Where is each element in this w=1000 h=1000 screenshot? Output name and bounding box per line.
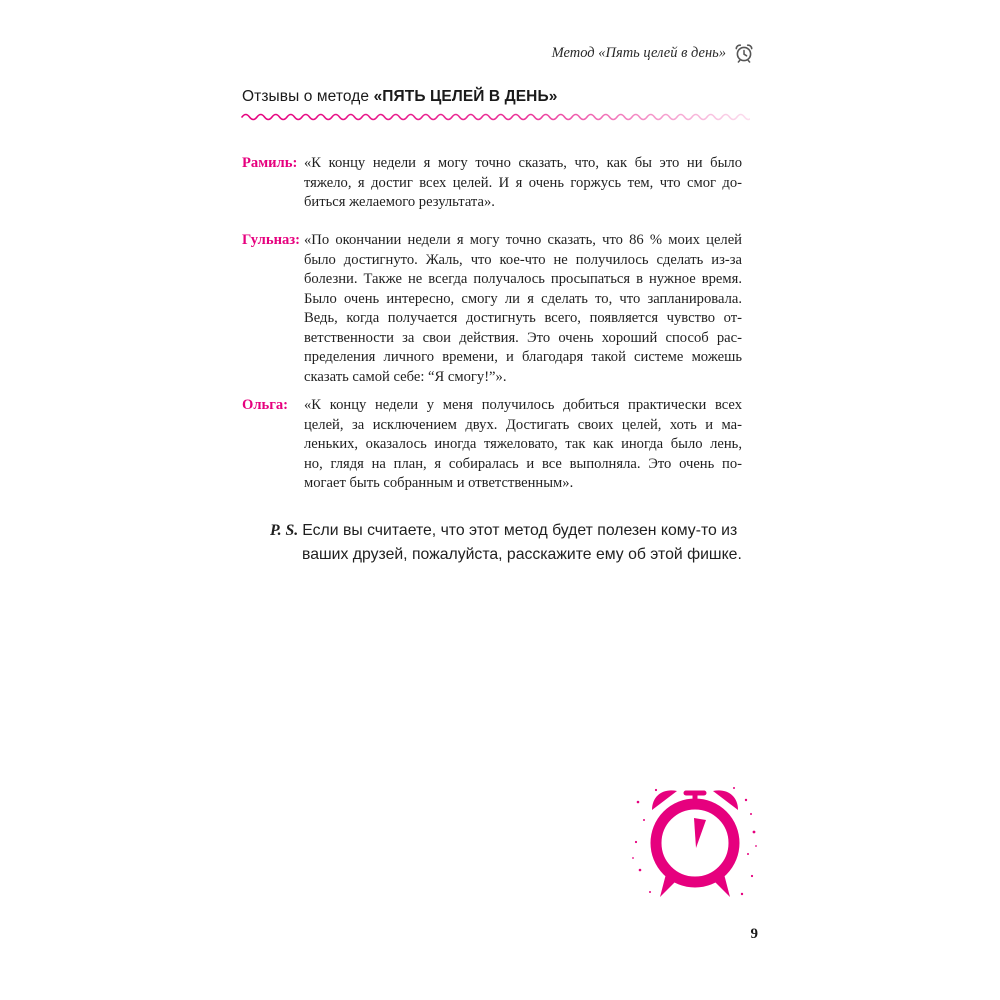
postscript-text-1: Если вы считаете, что этот метод будет полезен кому-то из bbox=[302, 522, 738, 539]
review-line: «К концу недели у меня получилось добиться практически всех bbox=[304, 397, 742, 413]
review-text bbox=[304, 154, 742, 213]
postscript-label: P. S. bbox=[270, 522, 299, 539]
review-line: Было очень интересно, смогу ли я сделать то, что запланировала. bbox=[304, 290, 742, 307]
review-line: биться желаемого результата». bbox=[304, 194, 495, 210]
postscript-line-1 bbox=[270, 519, 740, 543]
running-header bbox=[520, 40, 754, 66]
review-line: но, глядя на план, я собиралась и все выполняла. Это очень по- bbox=[304, 455, 742, 472]
section-heading bbox=[242, 88, 762, 106]
review-olga bbox=[242, 396, 742, 494]
review-line: сказать самой себе: “Я смогу!”». bbox=[304, 368, 507, 385]
postscript-line-2: ваших друзей, пожалуйста, расскажите ему об этой фишке. bbox=[302, 546, 742, 563]
review-text bbox=[304, 231, 742, 387]
review-text bbox=[304, 396, 742, 494]
review-line: могает быть собранным и ответственным». bbox=[304, 475, 574, 491]
review-author: Гульназ: bbox=[242, 232, 300, 248]
review-line: пределения личного времени, и благодаря такой системе можешь bbox=[304, 349, 742, 365]
review-ramil bbox=[242, 154, 742, 213]
review-line: целей, за исключением двух. Достигать своих целей, хоть и ма- bbox=[304, 416, 742, 433]
page-number: 9 bbox=[750, 926, 758, 942]
section-heading-title: «ПЯТЬ ЦЕЛЕЙ В ДЕНЬ» bbox=[373, 88, 558, 105]
review-line: тяжело, я достиг всех целей. И я очень горжусь тем, что смог до- bbox=[304, 174, 742, 191]
review-line: «По окончании недели я могу точно сказать, что 86 % моих целей bbox=[304, 232, 742, 248]
heading-wave-divider bbox=[240, 111, 750, 123]
section-heading-prefix: Отзывы о методе bbox=[242, 88, 374, 105]
running-header-title: Метод «Пять целей в день» bbox=[551, 44, 726, 61]
review-author: Рамиль: bbox=[242, 155, 298, 171]
postscript bbox=[270, 519, 740, 567]
review-line: болезни. Также не всегда получалось просыпаться в нужное время. bbox=[304, 271, 742, 287]
alarm-clock-icon bbox=[734, 43, 754, 63]
review-line: ветственности за свои действия. Это очень хороший способ рас- bbox=[304, 329, 742, 346]
review-line: было достигнуто. Жаль, что кое-что не получилось сделать из-за bbox=[304, 251, 742, 268]
alarm-clock-icon bbox=[630, 780, 760, 910]
review-line: Ведь, когда получается достигнуть всего, появляется чувство от- bbox=[304, 310, 742, 326]
review-gulnaz bbox=[242, 231, 742, 387]
review-author: Ольга: bbox=[242, 397, 289, 413]
review-line: «К концу недели я могу точно сказать, что, как бы это ни было bbox=[304, 155, 742, 171]
review-line: леньких, оказалось иногда тяжеловато, так как иногда было лень, bbox=[304, 436, 742, 452]
